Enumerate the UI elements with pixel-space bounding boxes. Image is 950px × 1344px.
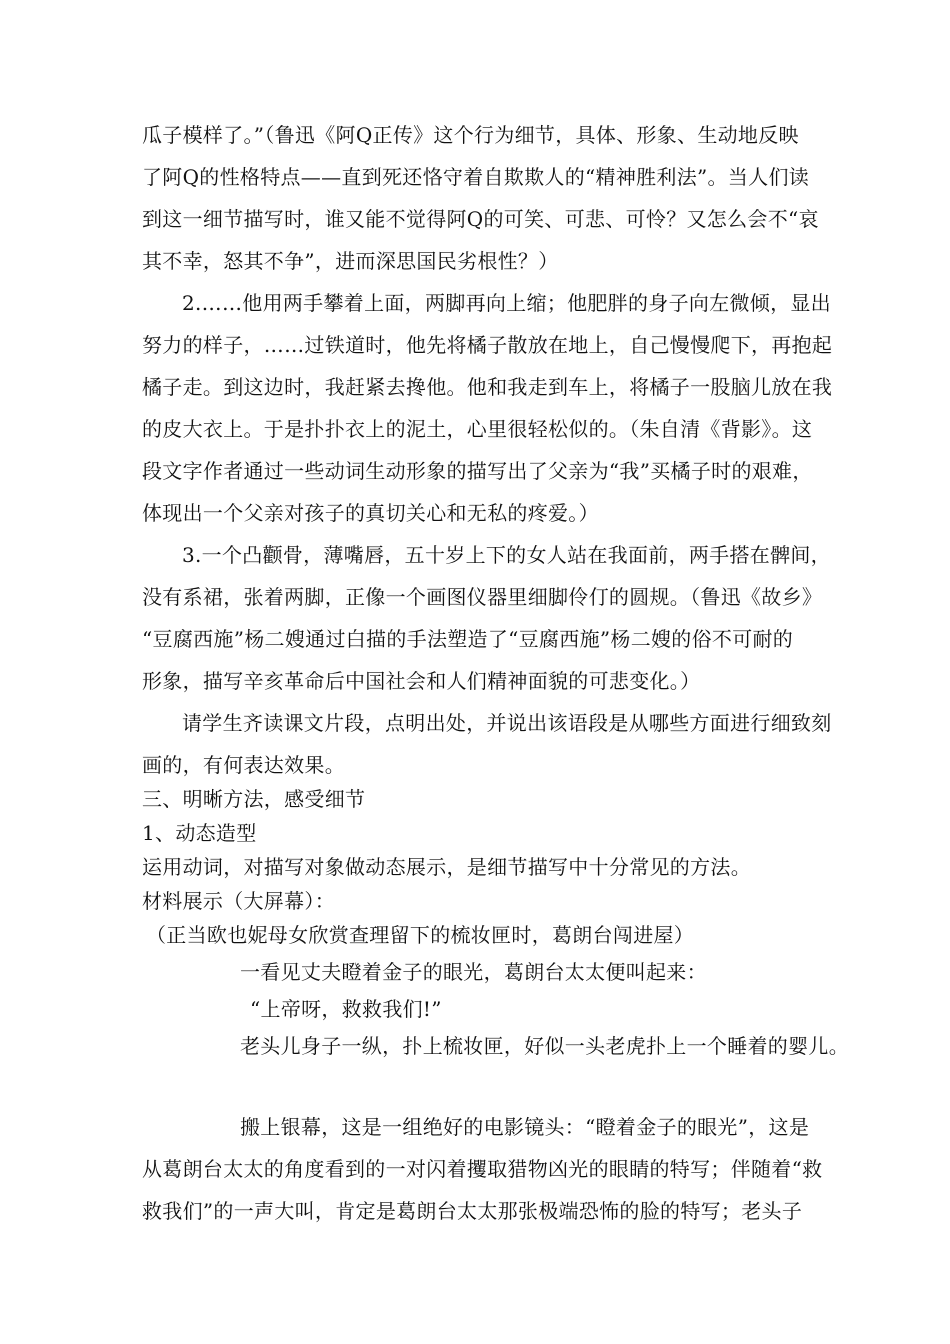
section-heading: 三、明晰方法，感受细节 <box>142 787 366 811</box>
excerpt-context: （正当欧也妮母女欣赏查理留下的梳妆匣时，葛朗台闯进屋） <box>146 923 695 947</box>
text-line: “豆腐西施”杨二嫂通过白描的手法塑造了“豆腐西施”杨二嫂的俗不可耐的 <box>142 627 794 651</box>
text-line: 的皮大衣上。于是扑扑衣上的泥土，心里很轻松似的。（朱自清《背影》。这 <box>142 417 813 441</box>
excerpt-line: “上帝呀，救救我们!” <box>250 997 442 1021</box>
text-line: 努力的样子，……过铁道时，他先将橘子散放在地上，自己慢慢爬下，再抱起 <box>142 333 833 357</box>
text-line: 了阿Q的性格特点——直到死还恪守着自欺欺人的“精神胜利法”。当人们读 <box>142 165 810 189</box>
text-line: 形象，描写辛亥革命后中国社会和人们精神面貌的可悲变化。） <box>142 669 701 693</box>
text-line: 没有系裙，张着两脚，正像一个画图仪器里细脚伶仃的圆规。（鲁迅《故乡》 <box>142 585 823 609</box>
text-line: 体现出一个父亲对孩子的真切关心和无私的疼爱。） <box>142 501 599 525</box>
excerpt-line: 一看见丈夫瞪着金子的眼光，葛朗台太太便叫起来： <box>240 960 707 984</box>
excerpt-line: 老头儿身子一纵，扑上梳妆匣，好似一头老虎扑上一个睡着的婴儿。 <box>240 1034 849 1058</box>
text-line: 瓜子模样了。”（鲁迅《阿Q正传》这个行为细节，具体、形象、生动地反映 <box>142 123 799 147</box>
text-line: 画的，有何表达效果。 <box>142 753 345 777</box>
text-line: 救我们”的一声大叫，肯定是葛朗台太太那张极端恐怖的脸的特写；老头子 <box>142 1199 803 1223</box>
text-line: 其不幸，怒其不争”，进而深思国民劣根性？） <box>142 249 559 273</box>
text-line: 请学生齐读课文片段，点明出处，并说出该语段是从哪些方面进行细致刻 <box>182 711 832 735</box>
text-line: 搬上银幕，这是一组绝好的电影镜头：“瞪着金子的眼光”，这是 <box>240 1115 810 1139</box>
text-line: 2.……他用两手攀着上面，两脚再向上缩；他肥胖的身子向左微倾，显出 <box>182 291 831 315</box>
text-line: 段文字作者通过一些动词生动形象的描写出了父亲为“我”买橘子时的艰难， <box>142 459 813 483</box>
text-line: 到这一细节描写时，谁又能不觉得阿Q的可笑、可悲、可怜？又怎么会不“哀 <box>142 207 819 231</box>
material-label: 材料展示（大屏幕）： <box>142 889 335 913</box>
text-line: 从葛朗台太太的角度看到的一对闪着攫取猎物凶光的眼睛的特写；伴随着“救 <box>142 1157 823 1181</box>
text-line: 橘子走。到这边时，我赶紧去搀他。他和我走到车上，将橘子一股脑儿放在我 <box>142 375 833 399</box>
subsection-heading: 1、动态造型 <box>142 821 257 845</box>
method-text: 运用动词，对描写对象做动态展示，是细节描写中十分常见的方法。 <box>142 855 751 879</box>
text-line: 3.一个凸颧骨，薄嘴唇，五十岁上下的女人站在我面前，两手搭在髀间， <box>182 543 831 567</box>
